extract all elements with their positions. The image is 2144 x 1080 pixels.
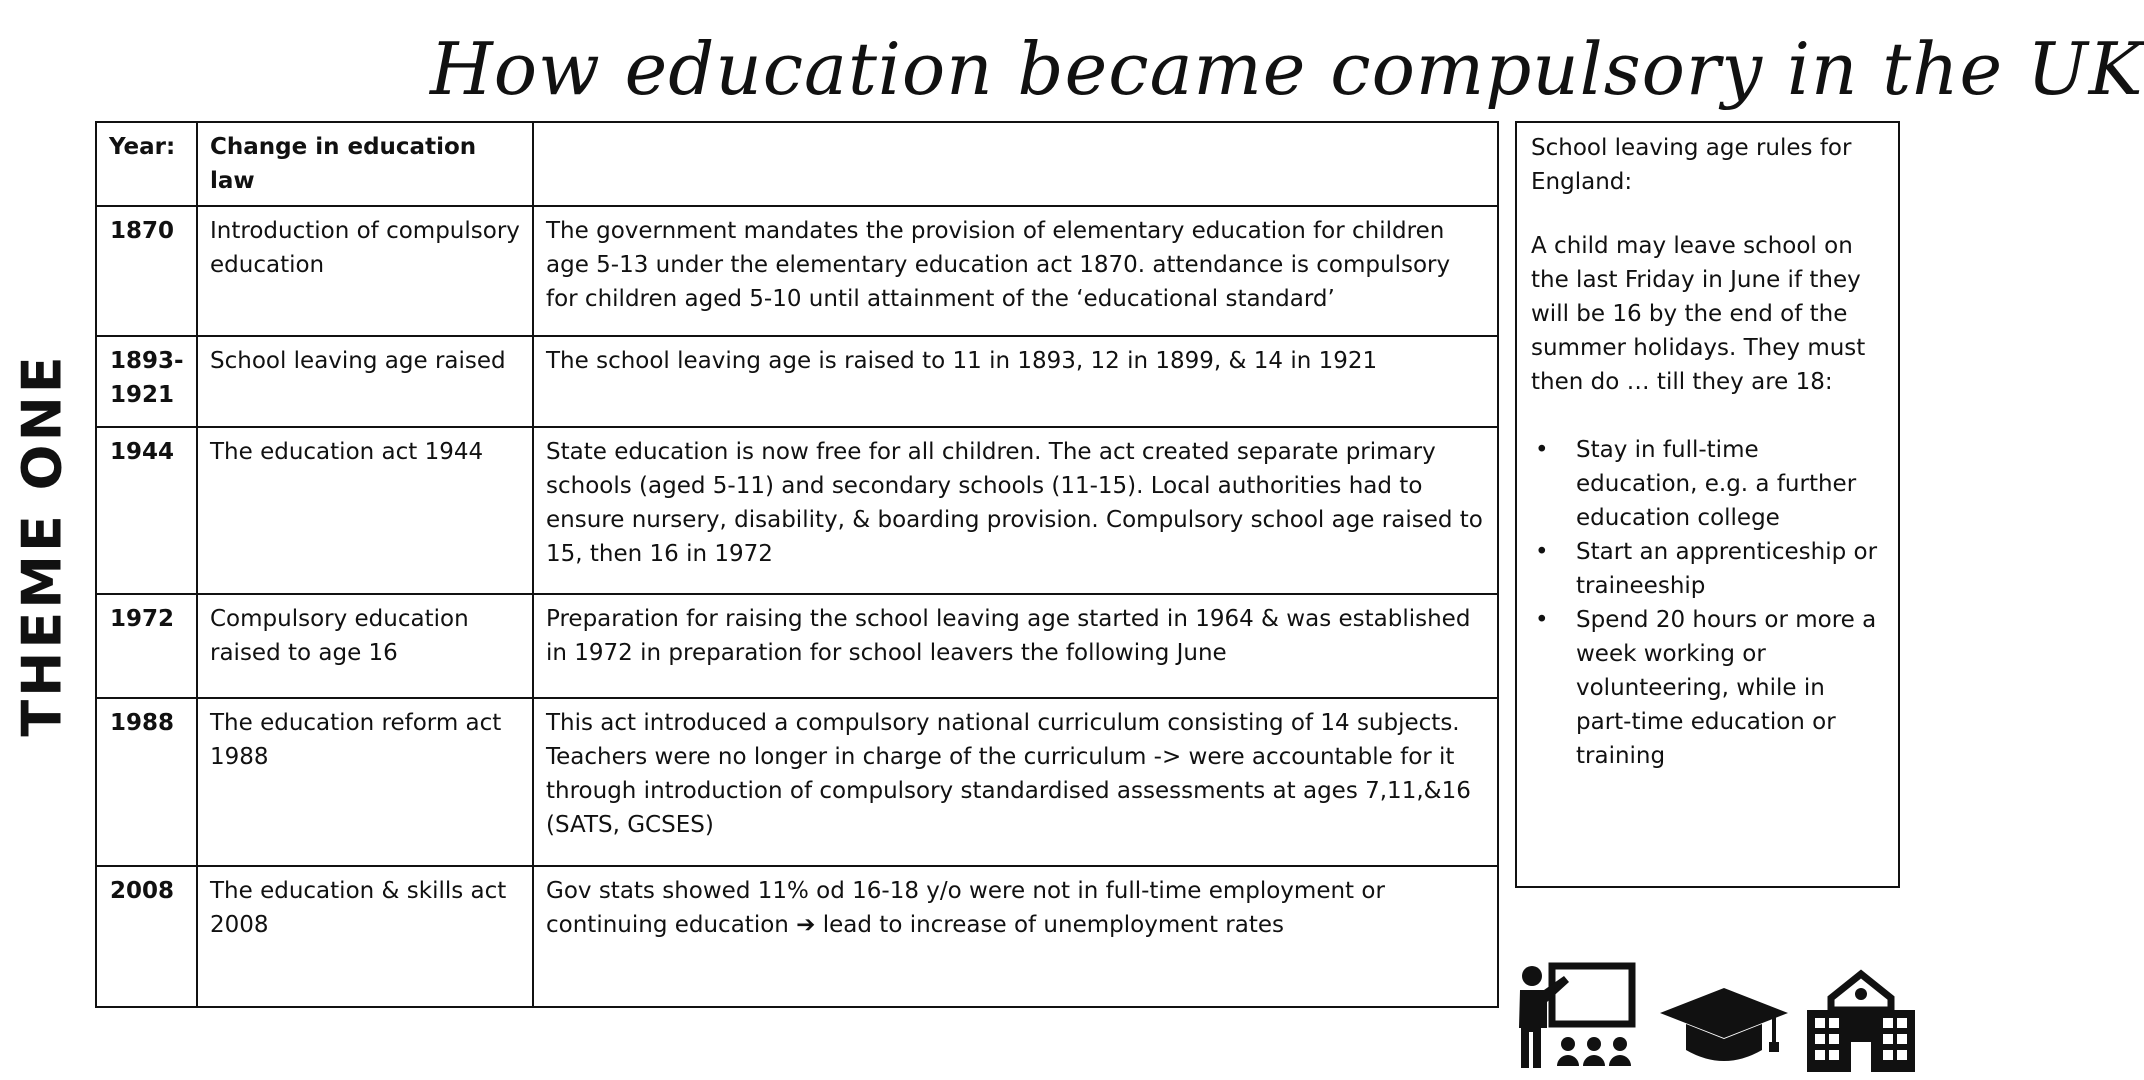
row-detail: State education is now free for all children. The act created separate primary schools (aged 5-11) and secondary schools (11-15). Local authorities had to ensure nursery, disability, & boarding provision. Compulsory school age raised to 15, then 16 in 1972 — [533, 427, 1498, 594]
row-year: 1988 — [96, 698, 197, 866]
row-change: Compulsory education raised to age 16 — [197, 594, 533, 698]
row-change: School leaving age raised — [197, 336, 533, 427]
row-year: 1870 — [96, 206, 197, 336]
teacher-icon — [1510, 958, 1638, 1080]
school-building-icon — [1805, 958, 1917, 1080]
info-heading: School leaving age rules for England: — [1531, 135, 1852, 195]
row-change: The education act 1944 — [197, 427, 533, 594]
bullet-icon: • — [1535, 539, 1549, 565]
table-row — [96, 206, 1498, 336]
row-year: 1972 — [96, 594, 197, 698]
list-item — [1531, 603, 1884, 773]
row-change: The education & skills act 2008 — [197, 866, 533, 1007]
school-leaving-rules-box — [1515, 121, 1900, 888]
theme-label: THEME ONE — [10, 353, 74, 737]
bullet-icon: • — [1535, 607, 1549, 633]
icon-row — [1510, 958, 1920, 1080]
row-year: 2008 — [96, 866, 197, 1007]
table-row — [96, 427, 1498, 594]
graduation-cap-icon — [1658, 958, 1790, 1080]
row-change: The education reform act 1988 — [197, 698, 533, 866]
page-title: How education became compulsory in the UK — [430, 27, 2144, 111]
header-change: Change in education law — [197, 122, 533, 206]
row-detail: Gov stats showed 11% od 16-18 y/o were not in full-time employment or continuing education ➔ lead to increase of unemployment rates — [533, 866, 1498, 1007]
table-row — [96, 698, 1498, 866]
row-detail: The school leaving age is raised to 11 in 1893, 12 in 1899, & 14 in 1921 — [533, 336, 1498, 427]
list-item — [1531, 433, 1884, 535]
list-item-text: Start an apprenticeship or traineeship — [1576, 539, 1878, 599]
row-year: 1893-1921 — [96, 336, 197, 427]
header-year: Year: — [96, 122, 197, 206]
row-change: Introduction of compulsory education — [197, 206, 533, 336]
list-item-text: Stay in full-time education, e.g. a further education college — [1576, 437, 1857, 531]
list-item — [1531, 535, 1884, 603]
table-row — [96, 594, 1498, 698]
info-intro: A child may leave school on the last Friday in June if they will be 16 by the end of the summer holidays. They must then do … till they are 18: — [1531, 233, 1866, 395]
row-detail: The government mandates the provision of elementary education for children age 5-13 under the elementary education act 1870. attendance is compulsory for children aged 5-10 until attainment of the ‘educational standard’ — [533, 206, 1498, 336]
row-year: 1944 — [96, 427, 197, 594]
education-law-table — [95, 121, 1499, 1008]
row-detail: Preparation for raising the school leaving age started in 1964 & was established in 1972 in preparation for school leavers the following June — [533, 594, 1498, 698]
row-detail: This act introduced a compulsory national curriculum consisting of 14 subjects. Teachers were no longer in charge of the curriculum -> were accountable for it through introduction of compulsory standardised assessments at ages 7,11,&16 (SATS, GCSES) — [533, 698, 1498, 866]
table-row — [96, 336, 1498, 427]
table-row — [96, 866, 1498, 1007]
table-header-row — [96, 122, 1498, 206]
header-detail — [533, 122, 1498, 206]
info-bullet-list — [1531, 433, 1884, 773]
list-item-text: Spend 20 hours or more a week working or volunteering, while in part-time education or training — [1576, 607, 1877, 769]
bullet-icon: • — [1535, 437, 1549, 463]
